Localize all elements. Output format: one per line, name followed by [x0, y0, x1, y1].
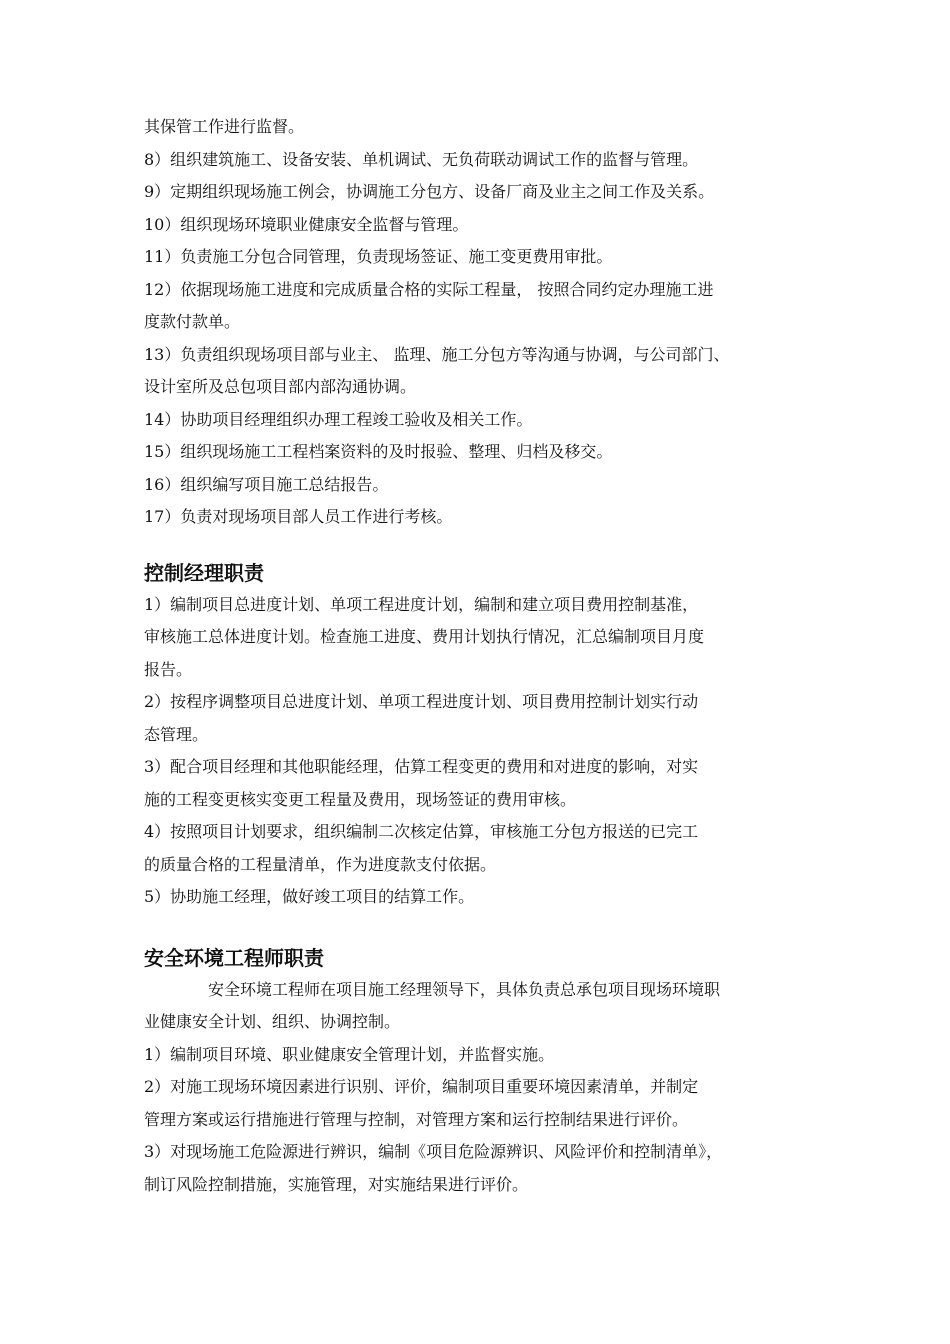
intro-line: 业健康安全计划、组织、协调控制。	[144, 1012, 401, 1031]
section-safety-environment-engineer	[144, 942, 816, 1202]
text-line: 17）负责对现场项目部人员工作进行考核。	[144, 507, 453, 526]
text-line: 16）组织编写项目施工总结报告。	[144, 474, 389, 494]
text-line: 10）组织现场环境职业健康安全监督与管理。	[144, 214, 469, 234]
text-line: 15）组织现场施工工程档案资料的及时报验、整理、归档及移交。	[144, 442, 613, 461]
text-line: 度款付款单。	[144, 312, 241, 331]
text-line: 制订风险控制措施，实施管理，对实施结果进行评价。	[144, 1174, 529, 1194]
text-line: 14）协助项目经理组织办理工程竣工验收及相关工作。	[144, 409, 533, 429]
text-line: 1）编制项目环境、职业健康安全管理计划，并监督实施。	[144, 1044, 555, 1064]
text-line: 审核施工总体进度计划。检查施工进度、费用计划执行情况，汇总编制项目月度	[144, 627, 705, 646]
document-page	[144, 111, 816, 1201]
text-line: 的质量合格的工程量清单，作为进度款支付依据。	[144, 854, 497, 874]
intro-line: 安全环境工程师在项目施工经理领导下，具体负责总承包项目现场环境职	[208, 979, 721, 999]
text-line: 3）对现场施工危险源进行辨识，编制《项目危险源辨识、风险评价和控制清单》，	[144, 1142, 723, 1161]
section-control-manager	[144, 557, 816, 914]
text-line: 施的工程变更核实变更工程量及费用，现场签证的费用审核。	[144, 789, 577, 809]
text-line: 5）协助施工经理，做好竣工项目的结算工作。	[144, 887, 475, 906]
text-line: 4）按照项目计划要求，组织编制二次核定估算，审核施工分包方报送的已完工	[144, 822, 699, 841]
section-heading: 控制经理职责	[144, 560, 264, 585]
text-line: 1）编制项目总进度计划、单项工程进度计划，编制和建立项目费用控制基准，	[144, 594, 699, 614]
section-heading: 安全环境工程师职责	[144, 945, 324, 970]
section-construction-manager-continued	[144, 111, 816, 534]
text-line: 3）配合项目经理和其他职能经理，估算工程变更的费用和对进度的影响，对实	[144, 757, 699, 776]
text-line: 13）负责组织现场项目部与业主、 监理、施工分包方等沟通与协调，与公司部门、	[144, 344, 730, 364]
text-line: 态管理。	[144, 724, 209, 744]
text-line: 报告。	[144, 659, 193, 679]
text-line: 2）对施工现场环境因素进行识别、评价，编制项目重要环境因素清单，并制定	[144, 1077, 699, 1096]
text-line: 11）负责施工分包合同管理，负责现场签证、施工变更费用审批。	[144, 247, 613, 266]
text-line: 2）按程序调整项目总进度计划、单项工程进度计划、项目费用控制计划实行动	[144, 692, 699, 711]
text-line: 8）组织建筑施工、设备安装、单机调试、无负荷联动调试工作的监督与管理。	[144, 149, 699, 169]
text-line: 12）依据现场施工进度和完成质量合格的实际工程量， 按照合同约定办理施工进	[144, 279, 714, 299]
text-line: 设计室所及总包项目部内部沟通协调。	[144, 377, 417, 396]
text-line: 9）定期组织现场施工例会，协调施工分包方、设备厂商及业主之间工作及关系。	[144, 182, 715, 201]
text-line: 管理方案或运行措施进行管理与控制，对管理方案和运行控制结果进行评价。	[144, 1109, 689, 1129]
text-line: 其保管工作进行监督。	[144, 117, 305, 136]
